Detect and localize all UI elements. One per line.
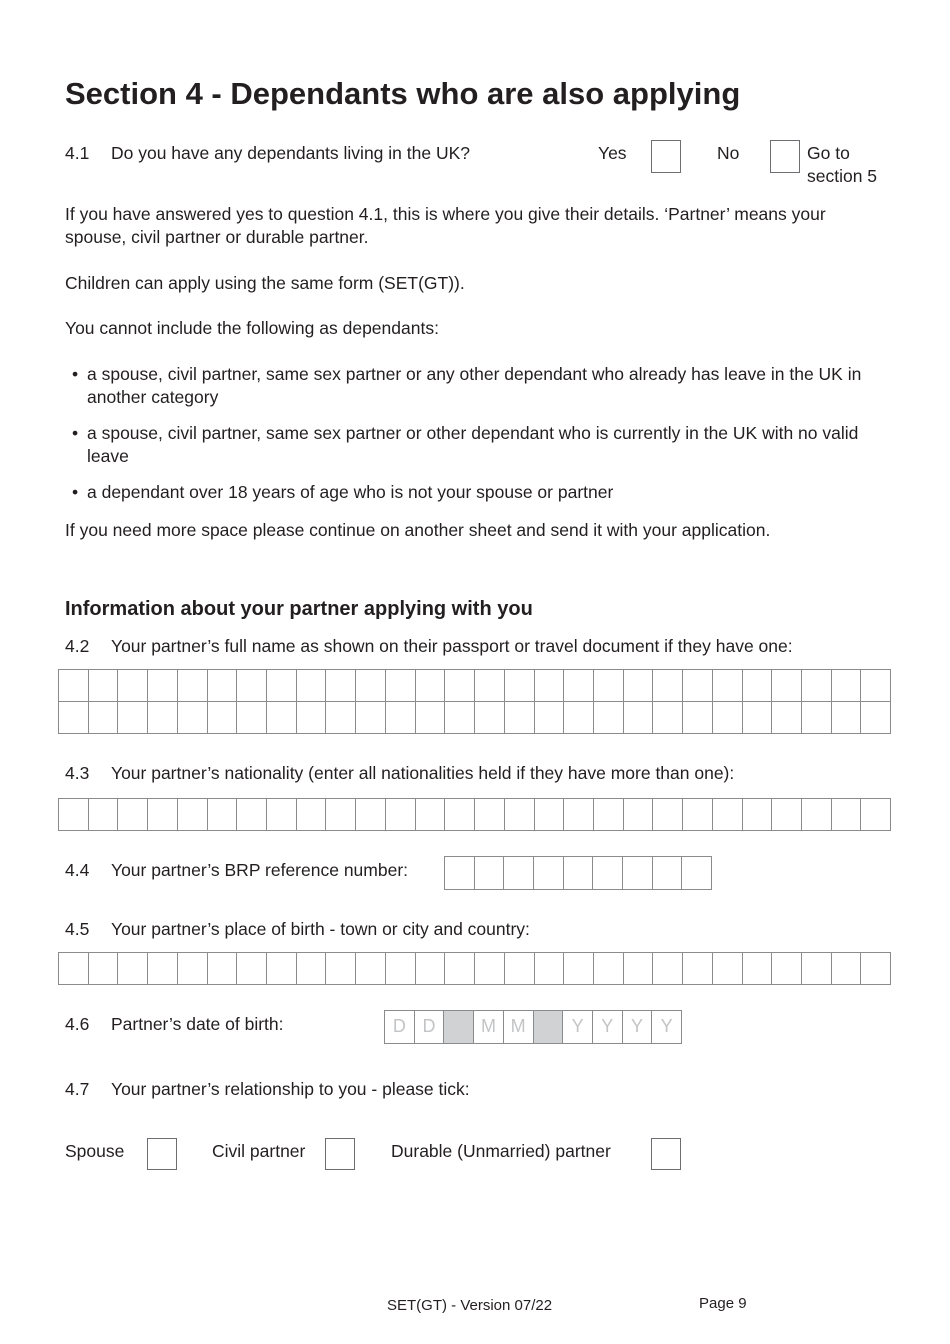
character-cell[interactable] — [861, 702, 890, 733]
character-cell[interactable] — [802, 702, 832, 733]
dob-year-digit[interactable]: Y — [593, 1011, 623, 1043]
character-cell[interactable] — [564, 670, 594, 701]
character-cell[interactable] — [772, 702, 802, 733]
character-cell[interactable] — [505, 799, 535, 830]
question-number: 4.7 — [65, 1079, 90, 1099]
partner-brp-number-field[interactable] — [444, 856, 712, 890]
character-cell[interactable] — [802, 953, 832, 984]
character-cell[interactable] — [535, 702, 565, 733]
character-cell[interactable] — [386, 670, 416, 701]
question-number: 4.3 — [65, 763, 90, 783]
character-cell[interactable] — [118, 702, 148, 733]
goto-line-1: Go to — [807, 143, 850, 163]
list-item — [65, 422, 885, 468]
character-cell[interactable] — [208, 670, 238, 701]
character-cell[interactable] — [237, 702, 267, 733]
question-4-7 — [65, 1078, 470, 1101]
dob-month-digit[interactable]: M — [504, 1011, 534, 1043]
form-version: SET(GT) - Version 07/22 — [387, 1297, 553, 1314]
question-4-1 — [65, 142, 470, 165]
character-cell[interactable] — [178, 953, 208, 984]
character-cell[interactable] — [386, 953, 416, 984]
yes-label: Yes — [598, 143, 627, 163]
partner-section-heading: Information about your partner applying with you — [65, 598, 533, 620]
partner-nationality-field[interactable] — [58, 798, 891, 831]
bullet-icon: • — [72, 364, 79, 384]
question-text: Your partner’s nationality (enter all nationalities held if they have more than one): — [111, 763, 735, 783]
section-title: Section 4 - Dependants who are also applying — [65, 76, 741, 111]
character-cell[interactable] — [89, 670, 119, 701]
character-cell[interactable] — [89, 953, 119, 984]
character-cell[interactable] — [743, 799, 773, 830]
character-cell[interactable] — [208, 953, 238, 984]
character-cell[interactable] — [356, 953, 386, 984]
character-cell[interactable] — [564, 799, 594, 830]
character-cell[interactable] — [445, 799, 475, 830]
character-cell[interactable] — [208, 702, 238, 733]
list-item-text: a dependant over 18 years of age who is not your spouse or partner — [87, 482, 614, 502]
page-number: Page 9 — [699, 1295, 747, 1312]
character-cell[interactable] — [386, 799, 416, 830]
dob-year-digit[interactable]: Y — [660, 1016, 673, 1036]
character-cell[interactable] — [386, 702, 416, 733]
dob-day-digit[interactable]: D — [385, 1011, 415, 1043]
character-cell[interactable] — [713, 799, 743, 830]
character-cell[interactable] — [683, 799, 713, 830]
character-cell[interactable] — [593, 857, 623, 889]
question-4-4 — [65, 859, 408, 882]
civil-partner-label: Civil partner — [212, 1141, 306, 1161]
character-cell[interactable] — [624, 702, 654, 733]
character-cell[interactable] — [356, 670, 386, 701]
question-4-2 — [65, 635, 793, 658]
character-cell[interactable] — [59, 702, 89, 733]
character-cell[interactable] — [148, 670, 178, 701]
dob-month-digit[interactable]: M — [474, 1011, 504, 1043]
character-cell[interactable] — [505, 702, 535, 733]
character-cell[interactable] — [475, 857, 505, 889]
question-number: 4.6 — [65, 1014, 90, 1034]
bullet-icon: • — [72, 482, 79, 502]
dob-day-digit[interactable]: D — [415, 1011, 445, 1043]
list-item — [65, 481, 885, 504]
character-cell[interactable] — [416, 799, 446, 830]
character-cell[interactable] — [505, 670, 535, 701]
question-text: Your partner’s place of birth - town or city and country: — [111, 919, 530, 939]
character-cell[interactable] — [118, 670, 148, 701]
character-cell[interactable] — [148, 702, 178, 733]
character-cell[interactable] — [178, 799, 208, 830]
character-cell[interactable] — [624, 953, 654, 984]
question-number: 4.4 — [65, 860, 90, 880]
question-4-5 — [65, 918, 530, 941]
character-cell[interactable] — [832, 702, 862, 733]
character-cell[interactable] — [208, 799, 238, 830]
character-cell[interactable] — [713, 953, 743, 984]
character-cell[interactable] — [802, 799, 832, 830]
character-cell[interactable] — [713, 702, 743, 733]
character-cell[interactable] — [475, 799, 505, 830]
character-cell[interactable] — [832, 799, 862, 830]
character-cell[interactable] — [713, 670, 743, 701]
character-cell[interactable] — [267, 799, 297, 830]
dob-year-digit[interactable]: Y — [563, 1011, 593, 1043]
character-cell[interactable] — [861, 953, 890, 984]
character-cell[interactable] — [832, 670, 862, 701]
character-cell[interactable] — [326, 702, 356, 733]
intro-paragraph-3: You cannot include the following as dependants: — [65, 318, 439, 338]
character-cell[interactable] — [326, 953, 356, 984]
character-cell[interactable] — [802, 670, 832, 701]
partner-place-of-birth-field[interactable] — [58, 952, 891, 985]
question-number: 4.1 — [65, 143, 90, 163]
character-cell[interactable] — [297, 670, 327, 701]
goto-line-2: section 5 — [807, 166, 878, 186]
character-cell[interactable] — [178, 702, 208, 733]
character-cell[interactable] — [772, 953, 802, 984]
character-cell[interactable] — [59, 670, 89, 701]
character-cell[interactable] — [445, 670, 475, 701]
yes-checkbox[interactable] — [651, 140, 681, 173]
character-cell[interactable] — [267, 702, 297, 733]
character-cell[interactable] — [564, 857, 594, 889]
character-cell[interactable] — [653, 857, 683, 889]
question-number: 4.5 — [65, 919, 90, 939]
character-cell[interactable] — [237, 799, 267, 830]
character-cell[interactable] — [653, 670, 683, 701]
character-cell[interactable] — [623, 857, 653, 889]
character-cell[interactable] — [772, 670, 802, 701]
character-cell[interactable] — [653, 702, 683, 733]
goto-section-5-note — [807, 142, 877, 188]
no-checkbox[interactable] — [770, 140, 800, 173]
character-cell[interactable] — [356, 702, 386, 733]
character-cell[interactable] — [356, 799, 386, 830]
character-cell[interactable] — [445, 953, 475, 984]
character-cell[interactable] — [416, 953, 446, 984]
character-cell[interactable] — [535, 953, 565, 984]
intro-paragraph-4: If you need more space please continue on another sheet and send it with your application. — [65, 520, 771, 540]
character-cell[interactable] — [89, 702, 119, 733]
character-cell[interactable] — [148, 953, 178, 984]
character-cell[interactable] — [683, 702, 713, 733]
character-cell[interactable] — [653, 799, 683, 830]
character-cell[interactable] — [267, 670, 297, 701]
character-cell[interactable] — [237, 670, 267, 701]
dob-year-digit[interactable]: Y — [623, 1011, 653, 1043]
durable-partner-label: Durable (Unmarried) partner — [391, 1141, 611, 1161]
partner-full-name-line-1[interactable] — [58, 669, 891, 702]
civil-partner-checkbox[interactable] — [325, 1138, 355, 1170]
character-cell[interactable] — [237, 953, 267, 984]
character-cell[interactable] — [861, 670, 890, 701]
character-cell[interactable] — [743, 702, 773, 733]
durable-partner-checkbox[interactable] — [651, 1138, 681, 1170]
character-cell[interactable] — [326, 670, 356, 701]
dob-separator — [534, 1011, 564, 1043]
partner-full-name-line-2[interactable] — [58, 701, 891, 734]
character-cell[interactable] — [682, 857, 711, 889]
character-cell[interactable] — [861, 799, 890, 830]
character-cell[interactable] — [178, 670, 208, 701]
character-cell[interactable] — [475, 702, 505, 733]
exclusion-list — [65, 363, 885, 517]
character-cell[interactable] — [504, 857, 534, 889]
partner-date-of-birth-field[interactable] — [384, 1010, 682, 1044]
dob-separator — [444, 1011, 474, 1043]
character-cell[interactable] — [683, 670, 713, 701]
intro-paragraph-1: If you have answered yes to question 4.1, this is where you give their details. ‘Partner’ means your spouse, civil partner or durable partner. — [65, 204, 826, 247]
character-cell[interactable] — [416, 702, 446, 733]
character-cell[interactable] — [743, 670, 773, 701]
character-cell[interactable] — [118, 953, 148, 984]
question-text: Partner’s date of birth: — [111, 1014, 284, 1034]
no-label: No — [717, 143, 740, 163]
character-cell[interactable] — [267, 953, 297, 984]
list-item-text: a spouse, civil partner, same sex partner or any other dependant who already has leave in the UK in another category — [87, 364, 862, 407]
character-cell[interactable] — [475, 953, 505, 984]
character-cell[interactable] — [624, 799, 654, 830]
character-cell[interactable] — [594, 670, 624, 701]
character-cell[interactable] — [564, 702, 594, 733]
character-cell[interactable] — [505, 953, 535, 984]
question-4-6 — [65, 1013, 284, 1036]
spouse-checkbox[interactable] — [147, 1138, 177, 1170]
question-text: Your partner’s full name as shown on their passport or travel document if they have one: — [111, 636, 793, 656]
character-cell[interactable] — [416, 670, 446, 701]
character-cell[interactable] — [535, 799, 565, 830]
character-cell[interactable] — [297, 702, 327, 733]
question-text: Your partner’s BRP reference number: — [111, 860, 409, 880]
question-4-3 — [65, 762, 734, 785]
character-cell[interactable] — [564, 953, 594, 984]
intro-paragraph-2: Children can apply using the same form (SET(GT)). — [65, 273, 465, 293]
character-cell[interactable] — [594, 953, 624, 984]
character-cell[interactable] — [534, 857, 564, 889]
character-cell[interactable] — [475, 670, 505, 701]
character-cell[interactable] — [445, 702, 475, 733]
character-cell[interactable] — [326, 799, 356, 830]
character-cell[interactable] — [743, 953, 773, 984]
question-number: 4.2 — [65, 636, 90, 656]
character-cell[interactable] — [832, 953, 862, 984]
question-text: Do you have any dependants living in the UK? — [111, 143, 470, 163]
list-item — [65, 363, 885, 409]
character-cell[interactable] — [594, 702, 624, 733]
list-item-text: a spouse, civil partner, same sex partner or other dependant who is currently in the UK with no valid leave — [87, 423, 859, 466]
character-cell[interactable] — [89, 799, 119, 830]
question-text: Your partner’s relationship to you - please tick: — [111, 1079, 470, 1099]
character-cell[interactable] — [118, 799, 148, 830]
character-cell[interactable] — [653, 953, 683, 984]
character-cell[interactable] — [445, 857, 475, 889]
character-cell[interactable] — [594, 799, 624, 830]
character-cell[interactable] — [59, 953, 89, 984]
character-cell[interactable] — [59, 799, 89, 830]
character-cell[interactable] — [148, 799, 178, 830]
character-cell[interactable] — [624, 670, 654, 701]
character-cell[interactable] — [297, 799, 327, 830]
spouse-label: Spouse — [65, 1141, 125, 1161]
character-cell[interactable] — [297, 953, 327, 984]
bullet-icon: • — [72, 423, 79, 443]
character-cell[interactable] — [772, 799, 802, 830]
character-cell[interactable] — [535, 670, 565, 701]
character-cell[interactable] — [683, 953, 713, 984]
